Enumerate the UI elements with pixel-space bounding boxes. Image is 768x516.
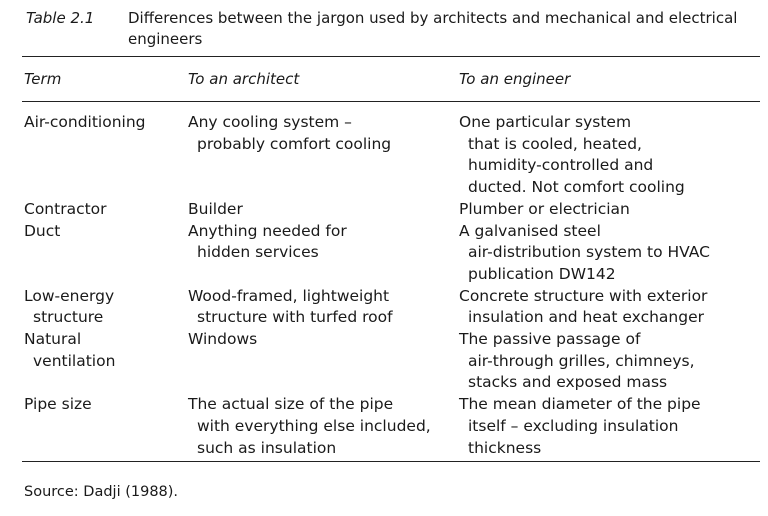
cell-term: [24, 286, 114, 329]
cell-line: hidden services: [197, 243, 319, 262]
cell-line: Any cooling system –: [188, 113, 352, 131]
cell-engineer: [459, 394, 701, 459]
cell-line: Low-energy: [24, 286, 115, 305]
cell-architect: [188, 286, 393, 329]
cell-term: [24, 112, 146, 134]
cell-line: The actual size of the pipe: [188, 395, 394, 414]
cell-engineer: [459, 221, 710, 286]
cell-line: Pipe size: [24, 395, 92, 414]
cell-line: stacks and exposed mass: [468, 373, 668, 392]
column-header-engineer: To an engineer: [459, 70, 571, 88]
cell-line: itself – excluding insulation: [468, 416, 679, 435]
cell-line: ventilation: [33, 351, 116, 370]
cell-line: that is cooled, heated,: [468, 134, 642, 153]
cell-line: humidity-controlled and: [468, 156, 654, 175]
cell-architect: [188, 329, 257, 351]
table-top-rule: [22, 56, 760, 57]
table-number: Table 2.1: [26, 9, 95, 27]
cell-line: structure with turfed roof: [197, 308, 393, 327]
table-bottom-rule: [22, 461, 760, 462]
cell-line: Builder: [188, 199, 243, 218]
cell-engineer: [459, 329, 695, 394]
column-header-architect: To an architect: [188, 70, 300, 88]
cell-line: with everything else included,: [197, 416, 431, 435]
cell-line: Natural: [24, 330, 82, 348]
cell-line: Contractor: [24, 199, 107, 218]
cell-line: Duct: [24, 221, 61, 240]
cell-engineer: [459, 286, 707, 329]
cell-line: structure: [33, 308, 104, 327]
cell-line: A galvanised steel: [459, 221, 601, 240]
cell-engineer: [459, 112, 685, 199]
table-title-line: Differences between the jargon used by architects and mechanical and electrical: [128, 9, 738, 27]
cell-architect: [188, 112, 391, 155]
cell-architect: [188, 221, 347, 264]
cell-line: publication DW142: [468, 264, 616, 283]
cell-architect: [188, 199, 243, 221]
cell-line: Wood-framed, lightweight: [188, 286, 390, 305]
cell-line: Concrete structure with exterior: [459, 286, 708, 305]
cell-line: such as insulation: [197, 438, 337, 457]
table-source-note: Source: Dadji (1988).: [24, 484, 179, 500]
table-title: [128, 8, 756, 50]
cell-term: [24, 221, 60, 243]
cell-engineer: [459, 199, 630, 221]
cell-line: thickness: [468, 438, 542, 457]
cell-term: [24, 199, 107, 221]
cell-line: Windows: [188, 330, 258, 348]
cell-line: air-distribution system to HVAC: [468, 243, 710, 262]
cell-line: Anything needed for: [188, 221, 347, 240]
cell-line: Plumber or electrician: [459, 199, 630, 218]
cell-line: The mean diameter of the pipe: [459, 395, 701, 414]
cell-line: insulation and heat exchanger: [468, 308, 704, 327]
table-caption: [26, 8, 756, 48]
cell-line: One particular system: [459, 113, 632, 131]
cell-line: The passive passage of: [459, 330, 641, 348]
cell-term: [24, 329, 115, 372]
cell-line: air-through grilles, chimneys,: [468, 351, 695, 370]
cell-line: ducted. Not comfort cooling: [468, 178, 685, 197]
cell-term: [24, 394, 92, 416]
table-header-rule: [22, 101, 760, 102]
cell-line: Air-conditioning: [24, 113, 146, 131]
table-title-line: engineers: [128, 30, 203, 48]
column-header-term: Term: [24, 70, 62, 88]
cell-line: probably comfort cooling: [197, 134, 392, 153]
cell-architect: [188, 394, 431, 459]
